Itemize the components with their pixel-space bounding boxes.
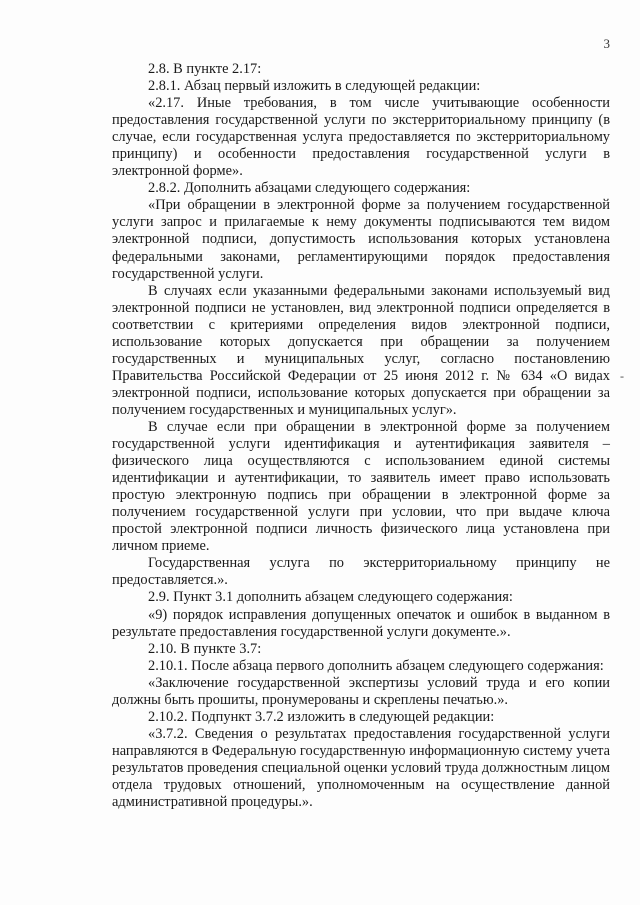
paragraph-2-10-2: 2.10.2. Подпункт 3.7.2 изложить в следующей редакции: bbox=[148, 708, 495, 725]
paragraph-expertise-conclusion: «Заключение государственной экспертизы условий труда и его копии должны быть прошиты, пронумерованы и скреплены печатью.». bbox=[112, 674, 610, 708]
paragraph-2-17-quote: «2.17. Иные требования, в том числе учитывающие особенности предоставления государственной услуги по экстерриториальному принципу (в случае, если государственная услуга предоставляется по экстерриториальному принципу) и особенности предоставления государственной услуги в электронной форме». bbox=[112, 95, 610, 180]
page-number: 3 bbox=[603, 36, 610, 51]
paragraph-extraterritorial: Государственная услуга по экстерриториальному принципу не предоставляется.». bbox=[112, 555, 610, 589]
paragraph-2-8-2: 2.8.2. Дополнить абзацами следующего содержания: bbox=[148, 180, 471, 197]
paragraph-2-8: 2.8. В пункте 2.17: bbox=[148, 61, 262, 77]
paragraph-signature-criteria: В случаях если указанными федеральными законами используемый вид электронной подписи не установлен, вид электронной подписи определяется в соответствии с критериями определения видов электронной подписи, использование которых допускается при обращении за получением государственных и муниципальных услуг, согласно постановлению Правительства Российской Федерации от 25 июня 2012 г. № 634 «О видах электронной подписи, использование которых допускается при обращении за получением государственных и муниципальных услуг». bbox=[112, 282, 610, 418]
paragraph-2-9: 2.9. Пункт 3.1 дополнить абзацем следующего содержания: bbox=[148, 589, 513, 606]
paragraph-2-8-1: 2.8.1. Абзац первый изложить в следующей редакции: bbox=[148, 78, 481, 95]
margin-mark: - bbox=[620, 369, 624, 383]
paragraph-identification: В случае если при обращении в электронной форме за получением государственной услуги идентификация и аутентификация заявителя – физического лица осуществляются с использованием единой системы идентификации и аутентификации, то заявитель имеет право использовать простую электронную подпись при обращении в электронной форме за получением государственной услуги при условии, что при выдаче ключа простой электронной подписи личность физического лица установлена при личном приеме. bbox=[112, 418, 610, 555]
paragraph-2-10: 2.10. В пункте 3.7: bbox=[148, 640, 262, 657]
paragraph-3-7-2: «3.7.2. Сведения о результатах предоставления государственной услуги направляются в Федеральную государственную информационную систему учета результатов проведения специальной оценки условий труда должностным лицом отдела трудовых отношений, уполномоченным на осуществление данной административной процедуры.». bbox=[112, 725, 610, 811]
document-body bbox=[112, 61, 610, 811]
paragraph-electronic-signature: «При обращении в электронной форме за получением государственной услуги запрос и прилагаемые к нему документы подписываются тем видом электронной подписи, допустимость использования которых установлена федеральными законами, регламентирующими порядок предоставления государственной услуги. bbox=[112, 197, 610, 282]
paragraph-2-10-1: 2.10.1. После абзаца первого дополнить абзацем следующего содержания: bbox=[148, 657, 604, 674]
paragraph-item-9: «9) порядок исправления допущенных опечаток и ошибок в выданном в результате предоставления государственной услуги документе.». bbox=[112, 606, 610, 640]
